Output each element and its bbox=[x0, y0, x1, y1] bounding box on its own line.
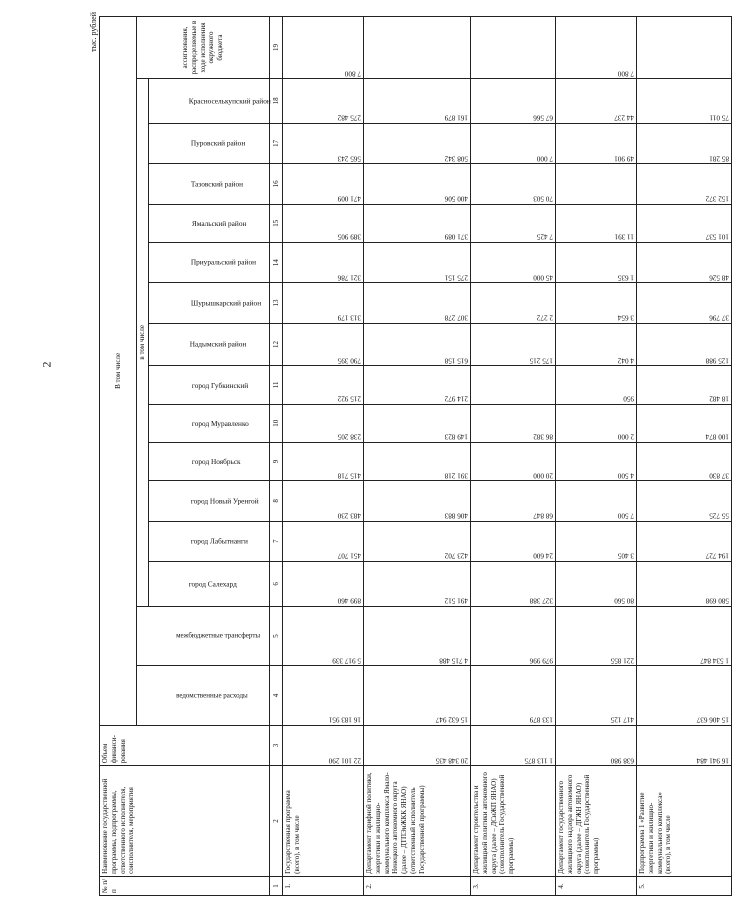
district-header: Шурышкарский район bbox=[149, 283, 270, 323]
value-cell: 85 281 bbox=[637, 123, 732, 163]
row-name: Департамент строительства и жилищной политики автономного округа (далее – ДСиЖП ЯНАО) (соисполнитель Государственной программы) bbox=[471, 766, 556, 877]
value-cell: 20 000 bbox=[471, 442, 556, 480]
value-cell: 423 702 bbox=[364, 521, 471, 561]
value-cell bbox=[471, 366, 556, 404]
column-number: 12 bbox=[270, 323, 283, 366]
header-budget: ассигнования, распределяемые в ходе исполнения окружного бюджета bbox=[137, 17, 270, 79]
value-cell: 125 988 bbox=[637, 323, 732, 366]
header-transfers: межбюджетные трансферты bbox=[137, 606, 270, 666]
column-number: 3 bbox=[270, 725, 283, 765]
value-cell: 638 980 bbox=[556, 725, 637, 765]
column-number: 9 bbox=[270, 442, 283, 480]
column-number: 13 bbox=[270, 283, 283, 323]
row-index: 1. bbox=[283, 876, 364, 895]
district-header: город Губкинский bbox=[149, 366, 270, 404]
header-departmental: ведомственные расходы bbox=[137, 666, 270, 726]
column-number: 6 bbox=[270, 561, 283, 606]
value-cell: 979 996 bbox=[471, 606, 556, 666]
column-number: 17 bbox=[270, 123, 283, 163]
table-row bbox=[364, 17, 471, 896]
value-cell: 471 009 bbox=[283, 164, 364, 204]
value-cell: 18 482 bbox=[637, 366, 732, 404]
value-cell: 86 382 bbox=[471, 404, 556, 442]
value-cell: 7 425 bbox=[471, 204, 556, 242]
column-number-row bbox=[270, 17, 283, 896]
value-cell: 406 883 bbox=[364, 481, 471, 521]
district-header: город Салехард bbox=[149, 561, 270, 606]
value-cell: 24 600 bbox=[471, 521, 556, 561]
value-cell: 215 922 bbox=[283, 366, 364, 404]
value-cell: 149 823 bbox=[364, 404, 471, 442]
value-cell: 37 796 bbox=[637, 283, 732, 323]
column-number: 14 bbox=[270, 242, 283, 282]
value-cell: 70 503 bbox=[471, 164, 556, 204]
value-cell: 152 372 bbox=[637, 164, 732, 204]
column-number: 18 bbox=[270, 79, 283, 124]
value-cell: 483 230 bbox=[283, 481, 364, 521]
value-cell: 1 113 875 bbox=[471, 725, 556, 765]
value-cell: 37 830 bbox=[637, 442, 732, 480]
table-row bbox=[637, 17, 732, 896]
value-cell: 4 042 bbox=[556, 323, 637, 366]
column-number: 8 bbox=[270, 481, 283, 521]
column-number: 15 bbox=[270, 204, 283, 242]
table-row bbox=[283, 17, 364, 896]
value-cell: 4 500 bbox=[556, 442, 637, 480]
value-cell: 2 272 bbox=[471, 283, 556, 323]
financing-table bbox=[99, 16, 732, 896]
value-cell: 45 000 bbox=[471, 242, 556, 282]
value-cell bbox=[364, 17, 471, 79]
district-header: Пуровский район bbox=[149, 123, 270, 163]
value-cell: 508 342 bbox=[364, 123, 471, 163]
value-cell: 389 905 bbox=[283, 204, 364, 242]
column-number: 7 bbox=[270, 521, 283, 561]
value-cell: 615 158 bbox=[364, 323, 471, 366]
value-cell: 7 800 bbox=[283, 17, 364, 79]
row-index: 3. bbox=[471, 876, 556, 895]
value-cell: 214 972 bbox=[364, 366, 471, 404]
value-cell: 1 534 847 bbox=[637, 606, 732, 666]
column-number: 1 bbox=[270, 876, 283, 895]
value-cell: 49 901 bbox=[556, 123, 637, 163]
value-cell bbox=[637, 17, 732, 79]
value-cell: 327 388 bbox=[471, 561, 556, 606]
column-number: 10 bbox=[270, 404, 283, 442]
column-number: 19 bbox=[270, 17, 283, 79]
table-row bbox=[556, 17, 637, 896]
value-cell: 899 460 bbox=[283, 561, 364, 606]
rotated-table-page bbox=[87, 6, 729, 896]
value-cell: 221 855 bbox=[556, 606, 637, 666]
value-cell: 5 917 339 bbox=[283, 606, 364, 666]
value-cell: 391 218 bbox=[364, 442, 471, 480]
value-cell: 238 205 bbox=[283, 404, 364, 442]
district-header: Красноселькупский район bbox=[149, 79, 270, 124]
units-label: тыс. рублей bbox=[89, 12, 98, 52]
value-cell: 565 243 bbox=[283, 123, 364, 163]
value-cell: 80 560 bbox=[556, 561, 637, 606]
value-cell: 1 635 bbox=[556, 242, 637, 282]
value-cell: 417 125 bbox=[556, 666, 637, 726]
value-cell: 68 847 bbox=[471, 481, 556, 521]
value-cell bbox=[471, 17, 556, 79]
value-cell: 67 566 bbox=[471, 79, 556, 124]
header-group: В том числе bbox=[100, 17, 137, 726]
header-volume: Объем финанси-рования bbox=[100, 725, 270, 765]
value-cell: 55 725 bbox=[637, 481, 732, 521]
column-number: 16 bbox=[270, 164, 283, 204]
value-cell: 415 718 bbox=[283, 442, 364, 480]
value-cell: 16 941 484 bbox=[637, 725, 732, 765]
value-cell: 7 800 bbox=[556, 17, 637, 79]
value-cell: 133 879 bbox=[471, 666, 556, 726]
value-cell: 48 526 bbox=[637, 242, 732, 282]
value-cell: 161 879 bbox=[364, 79, 471, 124]
value-cell: 371 089 bbox=[364, 204, 471, 242]
row-index: 5. bbox=[637, 876, 732, 895]
district-header: Тазовский район bbox=[149, 164, 270, 204]
value-cell: 4 715 488 bbox=[364, 606, 471, 666]
value-cell: 321 786 bbox=[283, 242, 364, 282]
value-cell: 16 183 951 bbox=[283, 666, 364, 726]
district-header: Ямальский район bbox=[149, 204, 270, 242]
column-number: 4 bbox=[270, 666, 283, 726]
row-name: Государственная программа (всего), в том числе bbox=[283, 766, 364, 877]
value-cell: 491 512 bbox=[364, 561, 471, 606]
value-cell: 101 537 bbox=[637, 204, 732, 242]
row-name: Подпрограмма 1 «Развитие энергетики и жилищно-коммунального комплекса» (всего), в том числе bbox=[637, 766, 732, 877]
value-cell: 451 707 bbox=[283, 521, 364, 561]
district-header: город Лабытнанги bbox=[149, 521, 270, 561]
table-body bbox=[283, 17, 732, 896]
value-cell: 950 bbox=[556, 366, 637, 404]
value-cell bbox=[556, 164, 637, 204]
value-cell: 194 727 bbox=[637, 521, 732, 561]
value-cell: 15 632 947 bbox=[364, 666, 471, 726]
value-cell: 2 000 bbox=[556, 404, 637, 442]
header-num: № п/п bbox=[100, 876, 270, 895]
value-cell: 20 348 435 bbox=[364, 725, 471, 765]
value-cell: 75 011 bbox=[637, 79, 732, 124]
value-cell: 44 237 bbox=[556, 79, 637, 124]
value-cell: 307 278 bbox=[364, 283, 471, 323]
header-name: Наименование государственной программы, подпрограммы, ответственного исполнителя, соисполнителя, мероприятия bbox=[100, 766, 270, 877]
value-cell: 3 654 bbox=[556, 283, 637, 323]
column-number: 11 bbox=[270, 366, 283, 404]
column-number: 2 bbox=[270, 766, 283, 877]
table-row bbox=[471, 17, 556, 896]
value-cell: 100 874 bbox=[637, 404, 732, 442]
value-cell: 11 391 bbox=[556, 204, 637, 242]
header-subgroup: в том числе bbox=[137, 79, 149, 607]
district-header: город Ноябрьск bbox=[149, 442, 270, 480]
row-name: Департамент государственного жилищного надзора автономного округа (далее – ДГЖН ЯНАО) (соисполнитель Государственной программы) bbox=[556, 766, 637, 877]
value-cell: 15 406 637 bbox=[637, 666, 732, 726]
value-cell: 580 698 bbox=[637, 561, 732, 606]
district-header: Приуральский район bbox=[149, 242, 270, 282]
row-index: 4. bbox=[556, 876, 637, 895]
district-header: Надымский район bbox=[149, 323, 270, 366]
column-number: 5 bbox=[270, 606, 283, 666]
value-cell: 7 500 bbox=[556, 481, 637, 521]
value-cell: 7 000 bbox=[471, 123, 556, 163]
value-cell: 275 151 bbox=[364, 242, 471, 282]
district-header: город Новый Уренгой bbox=[149, 481, 270, 521]
value-cell: 400 506 bbox=[364, 164, 471, 204]
value-cell: 22 101 290 bbox=[283, 725, 364, 765]
value-cell: 3 405 bbox=[556, 521, 637, 561]
row-index: 2. bbox=[364, 876, 471, 895]
district-header: город Муравленко bbox=[149, 404, 270, 442]
value-cell: 790 395 bbox=[283, 323, 364, 366]
row-name: Департамент тарифной политики, энергетики и жилищно-коммунального комплекса Ямало-Ненецкого автономного округа (далее – ДТПЭиЖКК ЯНАО) (ответственный исполнитель Государственной программы) bbox=[364, 766, 471, 877]
value-cell: 313 179 bbox=[283, 283, 364, 323]
value-cell: 275 482 bbox=[283, 79, 364, 124]
value-cell: 175 215 bbox=[471, 323, 556, 366]
page-number: 2 bbox=[39, 361, 54, 368]
